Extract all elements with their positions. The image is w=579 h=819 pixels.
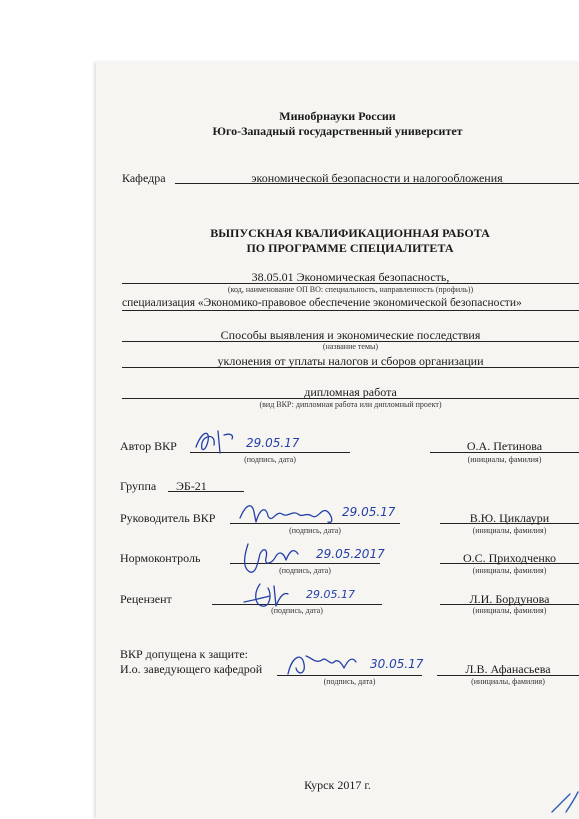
reviewer-sign-caption: (подпись, дата) [271, 606, 323, 615]
handwritten-corner-mark [548, 782, 579, 819]
group-label: Группа [120, 479, 157, 493]
topic-line1: Способы выявления и экономические последствия [220, 328, 481, 342]
supervisor-sign-date: 29.05.17 [342, 505, 396, 519]
admission-name-caption: (инициалы, фамилия) [471, 677, 545, 686]
topic-underline2 [122, 367, 579, 368]
department-label: Кафедра [122, 171, 166, 185]
specialty-caption: (код, наименование ОП ВО: специальность, направленность (профиль)) [227, 285, 474, 294]
norm-control-name: О.С. Приходченко [462, 551, 557, 565]
document-title-line2: ПО ПРОГРАММЕ СПЕЦИАЛИТЕТА [246, 241, 454, 255]
norm-control-signature [238, 536, 408, 578]
reviewer-signature [240, 578, 380, 612]
reviewer-name: Л.И. Бордунова [469, 592, 550, 606]
city-year: Курск 2017 г. [304, 778, 371, 792]
author-sign-date: 29.05.17 [246, 436, 300, 450]
author-name-caption: (инициалы, фамилия) [467, 455, 542, 464]
supervisor-name-caption: (инициалы, фамилия) [472, 526, 547, 535]
admission-label: ВКР допущена к защите: [120, 647, 248, 661]
supervisor-label: Руководитель ВКР [120, 511, 216, 525]
admission-role: И.о. заведующего кафедрой [120, 662, 263, 676]
reviewer-label: Рецензент [120, 592, 172, 606]
ministry-name: Минобрнауки России [279, 109, 396, 123]
specialty-underline [122, 283, 579, 284]
admission-name: Л.В. Афанасьева [465, 662, 551, 676]
group-value: ЭБ-21 [176, 479, 207, 493]
norm-control-sign-date: 29.05.2017 [316, 547, 385, 561]
author-sign-caption: (подпись, дата) [244, 455, 296, 464]
norm-control-label: Нормоконтроль [120, 551, 201, 565]
specialty-code: 38.05.01 Экономическая безопасность, [251, 270, 450, 284]
reviewer-name-caption: (инициалы, фамилия) [472, 606, 547, 615]
supervisor-sign-caption: (подпись, дата) [289, 526, 341, 535]
university-name: Юго-Западный государственный университет [212, 124, 463, 138]
topic-caption: (название темы) [322, 342, 379, 351]
work-type-value: дипломная работа [304, 385, 397, 399]
supervisor-signature [236, 498, 416, 532]
norm-control-sign-caption: (подпись, дата) [279, 566, 331, 575]
scan-background [0, 0, 96, 819]
work-type-underline [122, 398, 579, 399]
admission-sign-date: 30.05.17 [370, 657, 424, 671]
topic-line2: уклонения от уплаты налогов и сборов организации [217, 354, 484, 368]
document-title-line1: ВЫПУСКНАЯ КВАЛИФИКАЦИОННАЯ РАБОТА [210, 226, 490, 240]
specialization-underline [122, 310, 579, 311]
author-signature [190, 425, 340, 459]
author-name: О.А. Петинова [466, 439, 543, 453]
reviewer-sign-date: 29.05.17 [306, 588, 355, 601]
department-value: экономической безопасности и налогообложения [251, 171, 503, 185]
norm-control-name-caption: (инициалы, фамилия) [472, 566, 547, 575]
supervisor-name: В.Ю. Циклаури [469, 511, 550, 525]
work-type-caption: (вид ВКР: дипломная работа или дипломный проект) [259, 400, 442, 409]
admission-signature [282, 646, 432, 682]
specialization: специализация «Экономико-правовое обеспечение экономической безопасности» [122, 297, 522, 309]
author-label: Автор ВКР [120, 439, 177, 453]
admission-sign-caption: (подпись, дата) [323, 677, 376, 686]
